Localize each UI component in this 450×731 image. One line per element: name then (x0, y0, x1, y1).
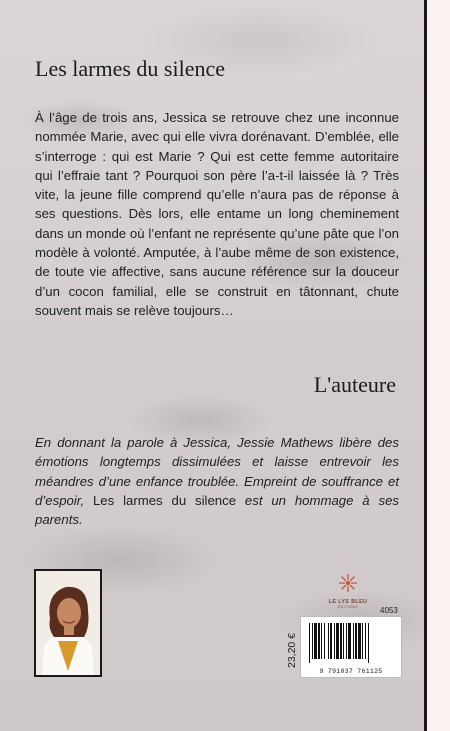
barcode-bar (362, 623, 363, 659)
author-photo (34, 569, 102, 677)
publisher-name: LE LYS BLEU (328, 599, 368, 605)
barcode-bar (348, 623, 351, 659)
publisher-logo (326, 573, 370, 609)
publisher-sub: ÉDITIONS (337, 605, 359, 609)
barcode-bar (321, 623, 322, 659)
barcode-bar (336, 623, 339, 659)
barcode-bar (368, 623, 369, 663)
author-bio (35, 433, 399, 529)
book-title: Les larmes du silence (35, 56, 225, 81)
barcode-bar (309, 623, 310, 663)
barcode-bar (343, 623, 344, 659)
barcode-bar (324, 623, 325, 659)
lily-flower-icon (338, 573, 358, 593)
author-heading: L'auteure (313, 372, 396, 397)
barcode-bar (334, 623, 335, 659)
barcode-bar (353, 623, 354, 659)
barcode-bar (328, 623, 329, 659)
barcode-bar (340, 623, 342, 659)
barcode-bar (330, 623, 332, 659)
barcode-bar (312, 623, 313, 659)
author-portrait (36, 571, 100, 675)
barcode-bars (301, 617, 401, 665)
price-label: 23,20 € (286, 632, 298, 668)
barcode-bar (355, 623, 357, 659)
barcode-bar (318, 623, 320, 659)
barcode-bar (314, 623, 317, 659)
barcode-bar (346, 623, 347, 659)
barcode (300, 616, 402, 678)
reference-number: 4053 (380, 606, 398, 615)
bio-part-1: En donnant la parole à Jessica, Jessie Mathews libère des émotions longtemps dissimulées et laisse entrevoir les méandres d’une enfance troublée. Empreint de souffrance et d’espoir, (35, 435, 399, 508)
barcode-bar (358, 623, 361, 659)
bio-title-ref: Les larmes du silence (92, 492, 237, 508)
barcode-bar (365, 623, 366, 659)
isbn-number: 9 791037 761125 (319, 668, 383, 675)
spine-edge (424, 0, 427, 731)
bio-part-2: est un hommage à ses parents. (35, 492, 400, 528)
synopsis-text: À l’âge de trois ans, Jessica se retrouve chez une inconnue nommée Marie, avec qui elle vivra dorénavant. D’emblée, elle s’interroge : qui est Marie ? Qui est cette femme autoritaire qui l’effraie tant ? Pourquoi son père l’a-t-il laissée là ? Très vite, la jeune fille comprend qu’elle n’aura pas de réponse à ses questions. Dès lors, elle entame un long cheminement dans un monde où l’enfant ne représente qu’une pâte que l’on modèle à volonté. Amputée, à l’aube même de son existence, de toute vie affective, sans aucune référence sur la douceur d’un cocon familial, elle se construit en tâtonnant, chute souvent mais se relève toujours… (35, 110, 399, 318)
